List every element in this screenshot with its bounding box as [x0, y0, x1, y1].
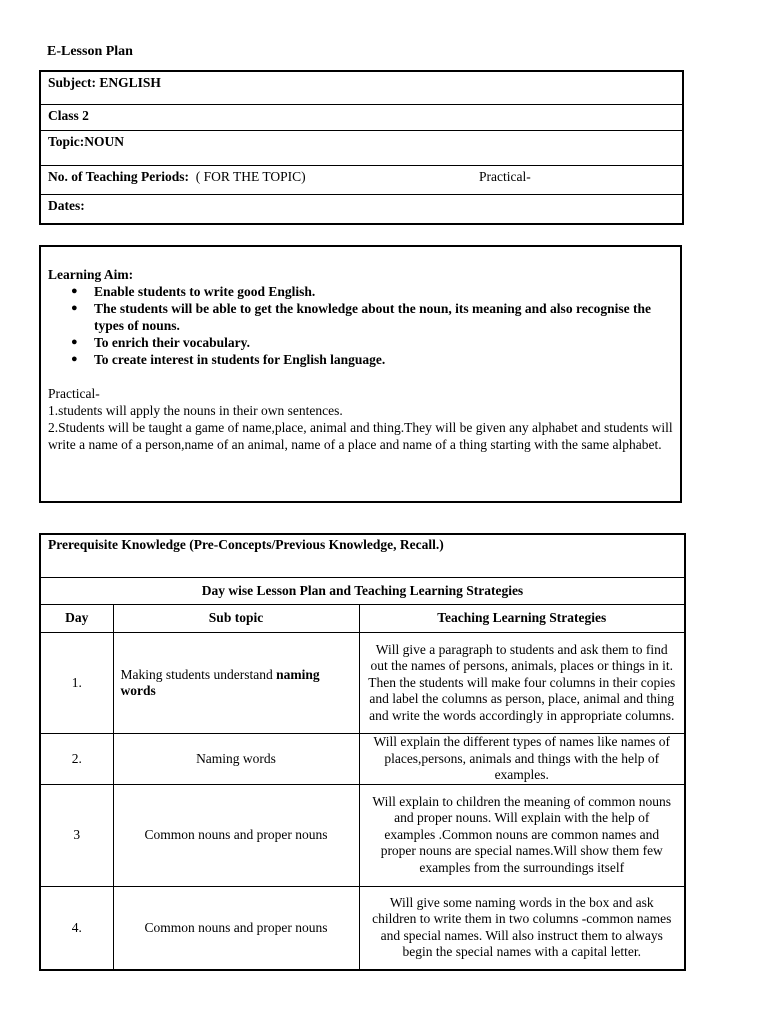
table-row [40, 633, 685, 734]
lesson-plan-table [39, 533, 686, 971]
strategy-cell: Will explain to children the meaning of common nouns and proper nouns. Will explain with the help of examples .Common nouns are common names and proper nouns are special names.Will show them few examples from the surroundings itself [359, 784, 685, 886]
table-row [40, 734, 685, 785]
col-subtopic-header: Sub topic [113, 605, 359, 633]
practical-label: Practical- [479, 169, 531, 184]
page-title: E-Lesson Plan [47, 44, 133, 59]
daywise-title: Day wise Lesson Plan and Teaching Learning Strategies [40, 578, 685, 605]
subtopic-cell: Naming words [113, 734, 359, 785]
periods-note: ( FOR THE TOPIC) [195, 169, 306, 184]
lesson-info-table [39, 70, 684, 225]
topic-cell: Topic:NOUN [40, 131, 683, 166]
col-strategies-header: Teaching Learning Strategies [359, 605, 685, 633]
day-cell: 2. [40, 734, 113, 785]
subject-cell: Subject: ENGLISH [40, 71, 683, 105]
subtopic-text: Making students understand [120, 666, 277, 682]
aim-point: ● To create interest in students for English language. [94, 351, 673, 368]
subtopic-bold-text: naming words [120, 666, 320, 698]
strategy-cell: Will explain the different types of names like names of places,persons, animals and things with the help of examples. [359, 734, 685, 785]
periods-cell [40, 166, 683, 195]
learning-aim-title: Learning Aim: [48, 267, 134, 282]
day-cell: 4. [40, 886, 113, 970]
class-cell: Class 2 [40, 105, 683, 131]
periods-label: No. of Teaching Periods: [48, 169, 190, 184]
subtopic-cell: Common nouns and proper nouns [113, 784, 359, 886]
dates-cell: Dates: [40, 195, 683, 225]
learning-aim-box [39, 245, 682, 503]
aim-point: ● Enable students to write good English. [94, 283, 673, 300]
practical-item-1: 1.students will apply the nouns in their own sentences. [48, 403, 343, 418]
subtopic-cell: Common nouns and proper nouns [113, 886, 359, 970]
day-cell: 3 [40, 784, 113, 886]
aim-point: ● The students will be able to get the knowledge about the noun, its meaning and also recognise the types of nouns. [94, 300, 673, 334]
prerequisite-cell: Prerequisite Knowledge (Pre-Concepts/Previous Knowledge, Recall.) [40, 534, 685, 578]
day-cell: 1. [40, 633, 113, 734]
strategy-cell: Will give some naming words in the box and ask children to write them in two columns -common names and special names. Will also instruct them to always begin the special names with a capital letter. [359, 886, 685, 970]
aim-point: ● To enrich their vocabulary. [94, 334, 673, 351]
learning-aim-list [48, 283, 673, 368]
strategy-cell: Will give a paragraph to students and ask them to find out the names of persons, animals, places or things in it. Then the students will make four columns in their copies and label the columns as person, place, animal and thing and write the words accordingly in appropriate columns. [359, 633, 685, 734]
col-day-header: Day [40, 605, 113, 633]
subtopic-cell [113, 633, 359, 734]
table-row [40, 784, 685, 886]
table-row [40, 886, 685, 970]
practical-title: Practical- [48, 386, 100, 401]
practical-item-2: 2.Students will be taught a game of name,place, animal and thing.They will be given any alphabet and students will write a name of a person,name of an animal, name of a place and name of a thing starting with the same alphabet. [48, 420, 673, 452]
